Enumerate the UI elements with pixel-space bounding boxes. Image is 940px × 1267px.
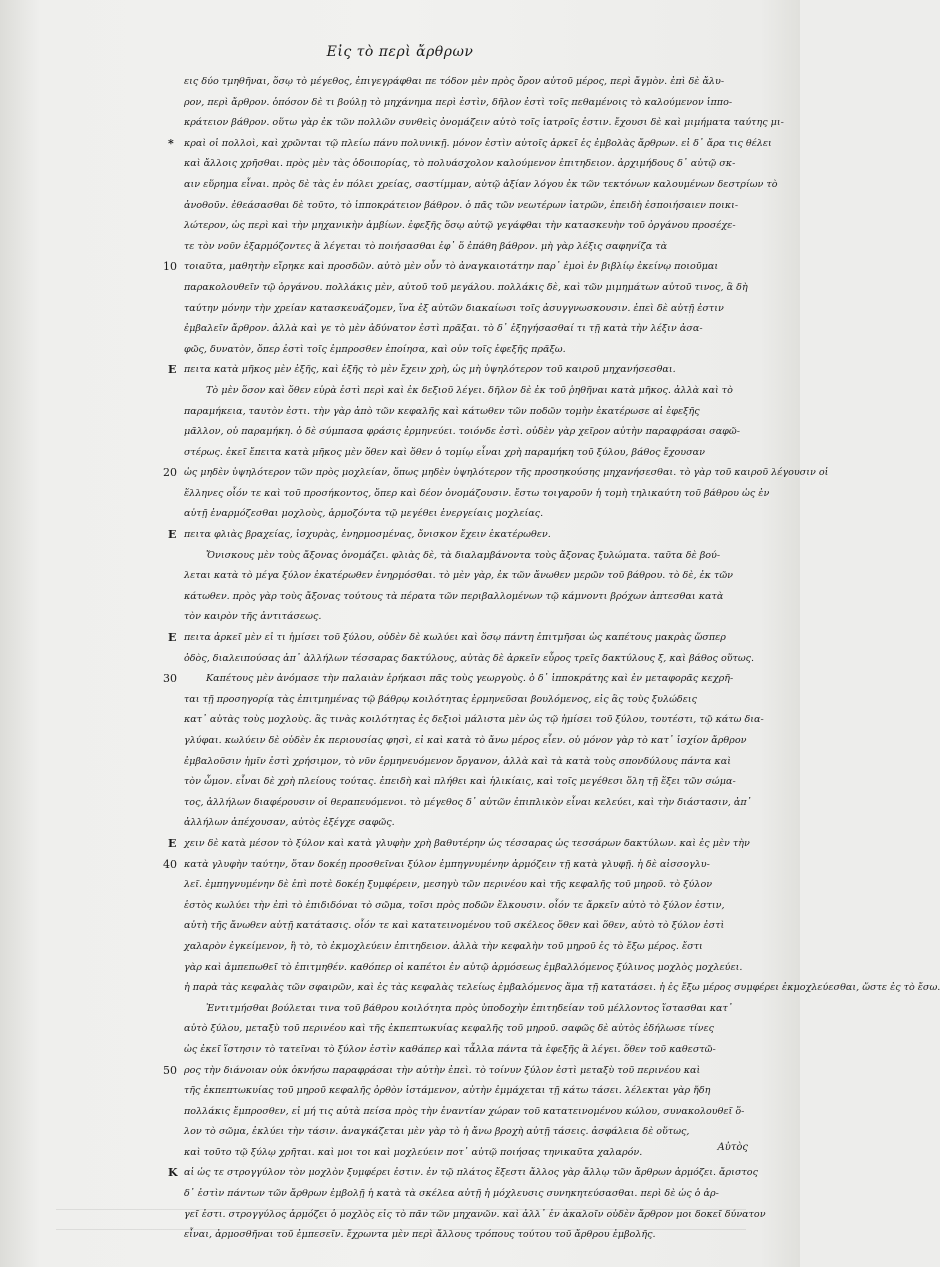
text-line xyxy=(184,958,778,979)
line-text: Τὸ μὲν ὅσον καὶ ὅθεν εὑρὰ ἐστὶ περὶ καὶ ἐκ δεξιοῦ λέγει. δῆλον δὲ ἐκ τοῦ ῥηθῆναι κατὰ μῆκος. ἀλλὰ καὶ τὸ xyxy=(206,384,733,396)
margin-mark: Ε xyxy=(168,631,177,645)
line-text: αὐτὴ τῆς ἄνωθεν αὐτῇ κατάτασις. οἷόν τε καὶ κατατεινομένου τοῦ σκέλεος ὅθεν καὶ ὅθεν, αὐτὸ τὸ ξύλον ἐστὶ xyxy=(184,920,725,932)
text-line xyxy=(168,834,778,855)
line-text: ἕλληνες οἷόν τε καὶ τοῦ προσήκοντος, ὅπερ καὶ δέον ὀνομάζουσιν. ἔστω τοιγαροῦν ἡ τομὴ τηλικαύτη τοῦ βάθρου ὡς ἐν xyxy=(184,487,770,499)
line-text: πειτα φλιὰς βραχείας, ἰσχυρὰς, ἐνηρμοσμένας, ὄνισκον ἔχειν ἑκατέρωθεν. xyxy=(184,529,551,541)
line-text: ρος τὴν διάνοιαν οὐκ ὀκνήσω παραφράσαι τὴν αὐτὴν ἐπεὶ. τὸ τοίνυν ξύλον ἐστὶ μεταξὺ τοῦ περινέου καὶ xyxy=(184,1064,701,1076)
text-line xyxy=(184,175,778,196)
text-line xyxy=(184,649,778,670)
line-text: αιν εὕρημα εἶναι. πρὸς δὲ τὰς ἐν πόλει χρείας, σαστίμμαν, αὐτῷ ἀξίαν λόγου ἐκ τῶν τεκτόνων καλουμένων δεστρίων τὸ xyxy=(184,178,778,190)
line-text: ὁδὸς, διαλειπούσας ἀπ᾽ ἀλλήλων τέσσαρας δακτύλους, αὐτὰς δὲ ἀρκεῖν εὖρος τρεῖς δακτύλους ξ, καὶ βάθος οὕτως. xyxy=(184,652,755,664)
text-line xyxy=(163,257,778,278)
text-line xyxy=(184,216,778,237)
text-line xyxy=(184,381,778,402)
line-text: γὰρ καὶ ἀμπεπωθεῖ τὸ ἐπιτμηθέν. καθόπερ οἱ καπέτοι ἐν αὐτῷ ἁρμόσεως ἐμβαλλόμενος ξύλινος μοχλὸς μοχλεύει. xyxy=(184,961,743,973)
text-line xyxy=(184,504,778,525)
text-line xyxy=(184,319,778,340)
text-line xyxy=(184,710,778,731)
text-line xyxy=(184,896,778,917)
line-text: ταύτην μόνην τὴν χρείαν κατασκευάζομεν, ἵνα ἐξ αὐτῶν διακαίωσι τοῖς ἀσυγγνωσκουσιν. ἐπεὶ δὲ αὐτῇ ἐστιν xyxy=(184,302,724,314)
text-line xyxy=(184,422,778,443)
line-text: καὶ τοῦτο τῷ ξύλῳ χρῆται. καὶ μοι τοι καὶ μοχλεύειν ποτ᾽ αὐτῷ ποιήσας τηνικαῦτα χαλαρόν. xyxy=(184,1146,643,1158)
text-line xyxy=(184,546,778,567)
line-text: στέρως. ἐκεῖ ἔπειτα κατὰ μῆκος μὲν ὅθεν καὶ ὅθεν ὁ τομίῳ εἶναι χρὴ παραμήκη τοῦ ξύλου, βάθος ἔχουσαν xyxy=(184,446,705,458)
text-line xyxy=(184,93,778,114)
line-number: 30 xyxy=(163,672,177,686)
line-text: πειτα κατὰ μῆκος μὲν ἑξῆς, καὶ ἑξῆς τὸ μὲν ἔχειν χρὴ, ὡς μὴ ὑψηλότερον τοῦ καιροῦ μηχανήσεσθαι. xyxy=(184,364,676,376)
line-text: τὸν καιρὸν τῆς ἀντιτάσεως. xyxy=(184,611,322,623)
text-block xyxy=(163,72,940,1246)
line-text: μᾶλλον, οὐ παραμήκη. ὁ δὲ σύμπασα φράσις ἐρμηνεύει. τοιόνδε ἐστὶ. οὐδὲν γὰρ χεῖρον αὐτὴν παραφράσαι σαφῶ- xyxy=(184,426,740,438)
line-text: ἐμβαλοῦσιν ἡμῖν ἐστὶ χρήσιμον, τὸ νῦν ἑρμηνευόμενον ὄργανον, ἀλλὰ καὶ τὰ κατὰ τοὺς σπονδύλους πάντα καὶ xyxy=(184,755,731,767)
line-text: τος, ἀλλήλων διαφέρουσιν οἱ θεραπευόμενοι. τὸ μέγεθος δ᾽ αὐτῶν ἐπιπλικὸν εἶναι κελεύει, καὶ τὴν διάστασιν, ἀπ᾽ xyxy=(184,796,752,808)
text-line xyxy=(168,1163,778,1184)
text-line xyxy=(184,278,778,299)
text-line xyxy=(184,443,778,464)
text-line xyxy=(184,999,778,1020)
line-text: ἀλλήλων ἀπέχουσαν, αὐτὸς ἐξέγχε σαφῶς. xyxy=(184,817,395,829)
margin-mark: Ε xyxy=(168,836,177,850)
line-text: χαλαρὸν ἐγκείμενον, ἢ τὸ, τὸ ἐκμοχλεύειν ἐπιτηδειον. ἀλλὰ τὴν κεφαλὴν τοῦ μηροῦ ἐς τὸ ἔξω μέρος. ἔστι xyxy=(184,940,703,952)
line-text: κατὰ γλυφὴν ταύτην, ὅταν δοκέῃ προσθεῖναι ξύλον ἐμπηγνυμένην ἁρμόζειν τῇ κατὰ γλυφῇ. ἡ δὲ αἰσσογλυ- xyxy=(184,858,710,870)
text-line xyxy=(184,793,778,814)
line-text: λεται κατὰ τὸ μέγα ξύλον ἑκατέρωθεν ἐνηρμόσθαι. τὸ μὲν γὰρ, ἐκ τῶν ἄνωθεν μερῶν τοῦ βάθρου. τὸ δὲ, ἐκ τῶν xyxy=(184,570,733,582)
text-line xyxy=(168,525,778,546)
text-line xyxy=(184,813,778,834)
line-text: ὡς ἐκεῖ ἵστησιν τὸ τατεῖναι τὸ ξύλον ἐστὶν καθάπερ καὶ τἆλλα πάντα τὰ ἐφεξῆς ἃ λέγει. ὅθεν τοῦ καθεστῶ- xyxy=(184,1043,716,1055)
line-text: κατ᾽ αὐτὰς τοὺς μοχλοὺς. ἃς τινὰς κοιλότητας ἐς δεξιοὶ μάλιστα μὲν ὡς τῷ ἡμίσει τοῦ ξύλου, τουτέστι, τῷ κάτω δια- xyxy=(184,714,764,726)
line-text: ὡς μηδὲν ὑψηλότερον τῶν πρὸς μοχλείαν, ὅπως μηδὲν ὑψηλότερον τῆς προσηκούσης μηχανήσεσθαι. τὸ γὰρ τοῦ καιροῦ λέγουσιν οἱ xyxy=(184,467,829,479)
text-line xyxy=(184,587,778,608)
line-text: καὶ ἄλλοις χρῆσθαι. πρὸς μὲν τὰς ὁδοιπορίας, τὸ πολυάσχολον καλούμενον ἐπιτηδειον. ἀρχιμήδους δ᾽ αὐτῷ σκ- xyxy=(184,158,736,170)
text-line xyxy=(184,402,778,423)
line-text: τῆς ἐκπεπτωκυίας τοῦ μηροῦ κεφαλῆς ὀρθὸν ἱστάμενον, αὐτὴν ἐμμάχεται τῇ κάτω τάσει. λέλεκται γὰρ ἤδη xyxy=(184,1085,711,1097)
line-text: εἶναι, ἀρμοσθῆναι τοῦ ἐμπεσεῖν. ἔχρωντα μὲν περὶ ἄλλους τρόπους τούτου τοῦ ἄρθρου ἐμβολῆς. xyxy=(184,1229,656,1241)
text-line xyxy=(163,1061,778,1082)
text-line xyxy=(184,916,778,937)
line-number: 10 xyxy=(163,260,177,274)
line-text: χειν δὲ κατὰ μέσον τὸ ξύλον καὶ κατὰ γλυφὴν χρὴ βαθυτέρην ὡς τέσσαρας ὡς τεσσάρων δακτύλων. καὶ ἐς μὲν τὴν xyxy=(184,837,750,849)
text-line xyxy=(184,875,778,896)
text-line xyxy=(184,607,778,628)
text-line xyxy=(184,196,778,217)
margin-mark: Ε xyxy=(168,363,177,377)
text-line xyxy=(184,1102,778,1123)
line-text: λον τὸ σῶμα, ἐκλύει τὴν τάσιν. ἀναγκάζεται μὲν γὰρ τὸ ἡ ἄνω βροχὴ αὐτῇ τάσεις. ἀσφάλεια δὲ οὕτως, xyxy=(184,1126,690,1138)
catchword: Αὐτὸς xyxy=(717,1142,748,1153)
text-line xyxy=(184,484,778,505)
line-text: ἐμβαλεῖν ἄρθρον. ἀλλὰ καὶ γε τὸ μὲν ἀδύνατον ἐστὶ πρᾶξαι. τὸ δ᾽ ἐξηγήσασθαί τι τῇ κατὰ τὴν λέξιν ἀσα- xyxy=(184,323,703,335)
line-number: 20 xyxy=(163,466,177,480)
text-line xyxy=(184,566,778,587)
line-text: εις δύο τμηθῆναι, ὅσῳ τὸ μέγεθος, ἐπιγεγράφθαι πε τόδον μὲν πρὸς ὄρον αὐτοῦ μέρος, περὶ ἄγμὸν. ἐπὶ δὲ ἄλυ- xyxy=(184,76,725,87)
line-text: ἀνοθοῦν. ἐθεάσασθαι δὲ τοῦτο, τὸ ἱπποκράτειον βάθρον. ὁ πᾶς τῶν νεωτέρων ἰατρῶν, ἐπειδὴ ἐσποιήσαιεν ποικι- xyxy=(184,199,739,211)
margin-mark: * xyxy=(168,136,174,150)
line-text: λεῖ. ἐμπηγνυμένην δὲ ἐπὶ ποτὲ δοκέῃ ξυμφέρειν, μεσηγὺ τῶν περινέου καὶ τῆς κεφαλῆς τοῦ μηροῦ. τὸ ξύλον xyxy=(184,879,713,891)
line-text: γλύφαι. κωλύειν δὲ οὐδὲν ἐκ περιουσίας φησὶ, εἰ καὶ κατὰ τὸ ἄνω μέρος εἶεν. οὐ μόνον γὰρ τὸ κατ᾽ ἰσχίον ἄρθρον xyxy=(184,735,747,746)
text-line xyxy=(184,752,778,773)
line-text: Ἐντιτμήσθαι βούλεται τινα τοῦ βάθρου κοιλότητα πρὸς ὑποδοχὴν ἐπιτηδείαν τοῦ μέλλοντος ἵστασθαι κατ᾽ xyxy=(206,1002,733,1014)
line-text: τε τὸν νοῦν ἐξαρμόζοντες ἃ λέγεται τὸ ποιήσασθαι ἐφ᾽ ὅ ἐπάθη βάθρον. μὴ γὰρ λέξις σαφηνίζα τὰ xyxy=(184,240,668,252)
text-line xyxy=(163,669,778,690)
text-line xyxy=(184,1143,778,1164)
line-text: Καπέτους μὲν ἀνόμασε τὴν παλαιὰν ἐρήκασι πᾶς τοὺς γεωργοὺς. ὁ δ᾽ ἱπποκράτης καὶ ἐν μεταφορᾶς κεχρῆ- xyxy=(206,673,734,685)
line-text: δ᾽ ἐστὶν πάντων τῶν ἄρθρων ἐμβολῇ ἡ κατὰ τὰ σκέλεα αὐτῇ ἡ μόχλευσις συνηκητεύσασθαι. περὶ δὲ ὡς ὁ ἀρ- xyxy=(184,1188,719,1200)
line-text: ἑστὸς κωλύει τὴν ἐπὶ τὸ ἐπιδιδόναι τὸ σῶμα, τοῖσι πρὸς ποδῶν ἕλκουσιν. οἷόν τε ἄρκεῖν αὐτὸ τὸ ξύλον ἐστιν, xyxy=(184,899,725,911)
text-line xyxy=(184,1019,778,1040)
margin-mark: Ε xyxy=(168,528,177,542)
line-text: παρακολουθεῖν τῷ ὀργάνου. πολλάκις μὲν, αὐτοῦ τοῦ μεγάλου. πολλάκις δὲ, καὶ τῶν μιμημάτων αὐτοῦ τινος, ἃ δὴ xyxy=(184,281,748,293)
line-text: ται τῇ προσηγορίᾳ τὰς ἐπιτμημένας τῷ βάθρῳ κοιλότητας ἑρμηνεῦσαι βουλόμενος, εἰς ἃς τοὺς ξυλώδεις xyxy=(184,693,697,705)
running-head: Εἰς τὸ περὶ ἄρθρων xyxy=(326,44,474,60)
text-line xyxy=(168,628,778,649)
line-text: λώτερον, ὡς περὶ καὶ τὴν μηχανικὴν ἀμβίων. ἐφεξῆς ὅσῳ αὐτῷ γεγάφθαι τὴν κατασκευὴν τοῦ ὀργάνου προσέχε- xyxy=(184,220,736,232)
text-line xyxy=(184,731,778,752)
text-line xyxy=(163,463,829,484)
line-text: τοιαῦτα, μαθητὴν εἴρηκε καὶ προσδῶν. αὐτὸ μὲν οὖν τὸ ἀναγκαιοτάτην παρ᾽ ἐμοὶ ἐν βιβλίῳ ἐκείνῳ ποιοῦμαι xyxy=(184,261,719,273)
line-text: πειτα ἀρκεῖ μὲν εἰ τι ἡμίσει τοῦ ξύλου, οὐδὲν δὲ κωλύει καὶ ὅσῳ πάντη ἐπιτμῆσαι ὡς καπέτους μακρὰς ὥσπερ xyxy=(184,632,726,644)
text-line xyxy=(168,360,778,381)
text-line xyxy=(184,154,778,175)
text-line xyxy=(184,340,778,361)
line-text: πολλάκις ἔμπροσθεν, εἰ μή τις αὐτὰ πείσα πρὸς τὴν ἐναντίαν χώραν τοῦ κατατεινομένου κώλου, συνακολουθεῖ ὅ- xyxy=(184,1105,745,1117)
line-number: 40 xyxy=(163,857,177,871)
line-text: αὐτὸ ξύλου, μεταξὺ τοῦ περινέου καὶ τῆς ἐκπεπτωκυίας κεφαλῆς τοῦ μηροῦ. σαφῶς δὲ αὐτὸς ἐδήλωσε τίνες xyxy=(184,1023,715,1035)
line-text: ἡ παρὰ τὰς κεφαλὰς τῶν σφαιρῶν, καὶ ἐς τὰς κεφαλὰς τελείως ἐμβαλόμενος ἅμα τῇ κατατάσει. ἡ ἐς ἔξω μέρος συμφέρει ἐκμοχλεύεσθαι, ὥστε ἐς τὸ ἔσω. xyxy=(184,982,940,994)
line-text: κραὶ οἱ πολλοὶ, καὶ χρῶνται τῷ πλείω πάνυ πολυνικῇ. μόνον ἐστὶν αὐτοῖς ἀρκεῖ ἐς ἐμβολὰς ἄρθρων. εἰ δ᾽ ἄρα τις θέλει xyxy=(184,137,772,149)
line-text: φῶς, δυνατὸν, ὅπερ ἐστὶ τοῖς ἐμπροσθεν ἐποίησα, καὶ οὐν τοῖς ἐφεξῆς πρᾶξω. xyxy=(184,343,566,355)
line-text: παραμήκεια, ταυτὸν ἐστι. τὴν γὰρ ἀπὸ τῶν κεφαλῆς καὶ κάτωθεν τῶν ποδῶν τομὴν ἑκατέρωσε αἱ ἐφεξῆς xyxy=(184,405,700,417)
text-line xyxy=(184,978,940,999)
text-line xyxy=(184,1122,778,1143)
text-line xyxy=(184,237,778,258)
line-text: τὸν ὦμον. εἶναι δὲ χρὴ πλείους τούτας. ἐπειδὴ καὶ πλήθει καὶ ἡλικίαις, καὶ τοῖς μεγέθεσι ὅλη τῇ ἕξει τῶν σώμα- xyxy=(184,776,736,788)
line-number: 50 xyxy=(163,1063,177,1077)
line-text: κράτειον βάθρον. οὕτω γὰρ ἐκ τῶν πολλῶν συνθεὶς ὀνομάζειν αὐτὸ τοῖς ἰατροῖς ἐστιν. ἔχουσι δὲ καὶ μιμήματα ταύτης μι- xyxy=(184,117,784,129)
text-line xyxy=(163,855,778,876)
line-text: αὐτῇ ἐναρμόζεσθαι μοχλοὺς, ἁρμοζόντα τῷ μεγέθει ἐνεργείαις μοχλείας. xyxy=(184,508,544,520)
text-line xyxy=(184,299,778,320)
line-text: γεῖ ἐστι. στρογγύλος ἁρμόζει ὁ μοχλὸς εἰς τὸ πᾶν τῶν μηχανῶν. καὶ ἀλλ᾽ ἐν ἀκαλοῖν οὐδὲν ἄρθρον μοι δοκεῖ δύνατον xyxy=(184,1208,766,1220)
text-line xyxy=(184,72,778,93)
text-line xyxy=(184,1081,778,1102)
line-text: κάτωθεν. πρὸς γὰρ τοὺς ἄξονας τούτους τὰ πέρατα τῶν περιβαλλομένων τῷ κάμνοντι βρόχων ἀπτεσθαι κατὰ xyxy=(184,590,724,602)
text-line xyxy=(184,937,778,958)
text-line xyxy=(184,113,784,134)
text-line xyxy=(184,690,778,711)
line-text: ρον, περὶ ἄρθρον. ὁπόσον δὲ τι βούλῃ τὸ μηχάνημα περὶ ἐστὶν, δῆλον ἐστὶ τοῖς πεθαμένοις τὸ καλούμενον ἱππο- xyxy=(184,96,733,108)
text-line xyxy=(184,772,778,793)
bleed-through-texture xyxy=(56,1190,746,1230)
text-line xyxy=(168,134,778,155)
margin-mark: Κ xyxy=(168,1166,178,1180)
line-text: Ὄνισκους μὲν τοὺς ἄξονας ὀνομάζει. φλιὰς δὲ, τὰ διαλαμβάνοντα τοὺς ἄξονας ξυλώματα. ταῦτα δὲ βού- xyxy=(206,549,721,561)
text-line xyxy=(184,1040,778,1061)
line-text: αἱ ὡς τε στρογγύλον τὸν μοχλὸν ξυμφέρει ἐστιν. ἐν τῷ πλάτος ἔξεστι ἄλλος γὰρ ἄλλῳ τῶν ἄρθρων ἁρμόζει. ἄριστος xyxy=(184,1167,758,1179)
